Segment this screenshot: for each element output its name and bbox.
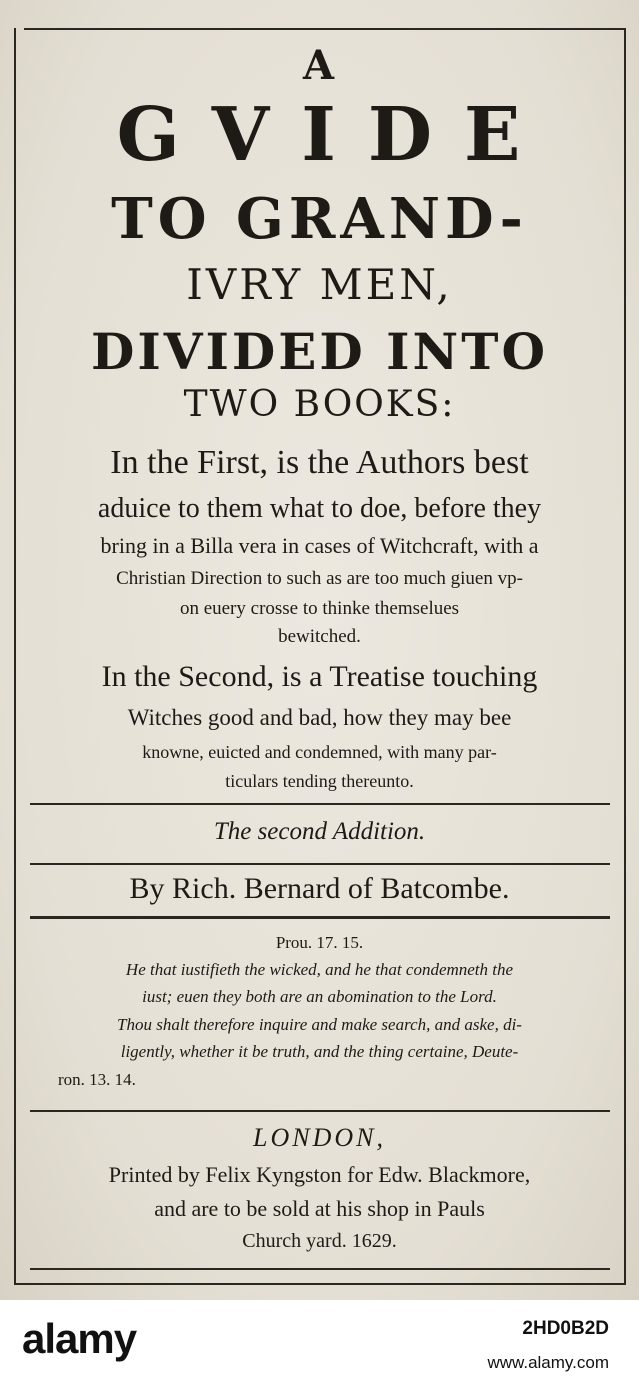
rule-above-bottom [30,1268,610,1270]
second-book-line-3: knowne, euicted and condemned, with many par- [142,742,497,762]
title-line-iury-men: IVRY MEN, [186,260,453,309]
rule-above-imprint [30,1110,610,1112]
verse-line-1: He that iustifieth the wicked, and he that condemneth the [125,960,514,979]
site-url-label: www.alamy.com [487,1353,609,1372]
image-id-label: 2HD0B2D [522,1318,609,1339]
top-border-rule [24,28,624,30]
bottom-border-rule [14,1283,626,1285]
imprint-line-2: and are to be sold at his shop in Pauls [154,1196,485,1221]
verse-line-2: iust; euen they both are an abomination to the Lord. [142,987,497,1006]
imprint-line-1: Printed by Felix Kyngston for Edw. Blackmore, [108,1162,531,1187]
title-line-divided-into: DIVIDED INTO [90,322,549,381]
verse-line-5: ron. 13. 14. [58,1070,136,1089]
first-book-line-3: bring in a Billa vera in cases of Witchcraft, with a [100,533,539,558]
title-line-to-grand: TO GRAND- [111,186,528,252]
first-book-line-2: aduice to them what to doe, before they [97,493,542,524]
rule-below-edition [30,863,610,865]
author-line: By Rich. Bernard of Batcombe. [129,872,510,905]
edition-line: The second Addition. [213,818,426,845]
first-book-line-1: In the First, is the Authors best [110,444,529,481]
title-line-two-books: TWO BOOKS: [183,384,456,425]
imprint-line-3: Church yard. 1629. [242,1230,397,1252]
verse-line-4: ligently, whether it be truth, and the thing certaine, Deute- [120,1042,519,1061]
second-book-line-1: In the Second, is a Treatise touching [101,660,538,693]
title-line-a: A [302,42,337,89]
alamy-logo: alamy [22,1315,137,1362]
imprint-city: LONDON, [253,1123,386,1152]
title-line-guide: GVIDE [116,92,553,178]
second-book-line-2: Witches good and bad, how they may bee [127,705,512,730]
first-book-line-4: Christian Direction to such as are too much giuen vp- [116,568,523,589]
rule-above-edition [30,803,610,805]
verse-reference: Prou. 17. 15. [275,933,364,952]
second-book-line-4: ticulars tending thereunto. [225,771,414,791]
rule-below-author [30,916,610,919]
verse-line-3: Thou shalt therefore inquire and make search, and aske, di- [117,1015,522,1034]
first-book-line-6: bewitched. [278,626,361,647]
first-book-line-5: on euery crosse to thinke themselues [179,598,460,619]
